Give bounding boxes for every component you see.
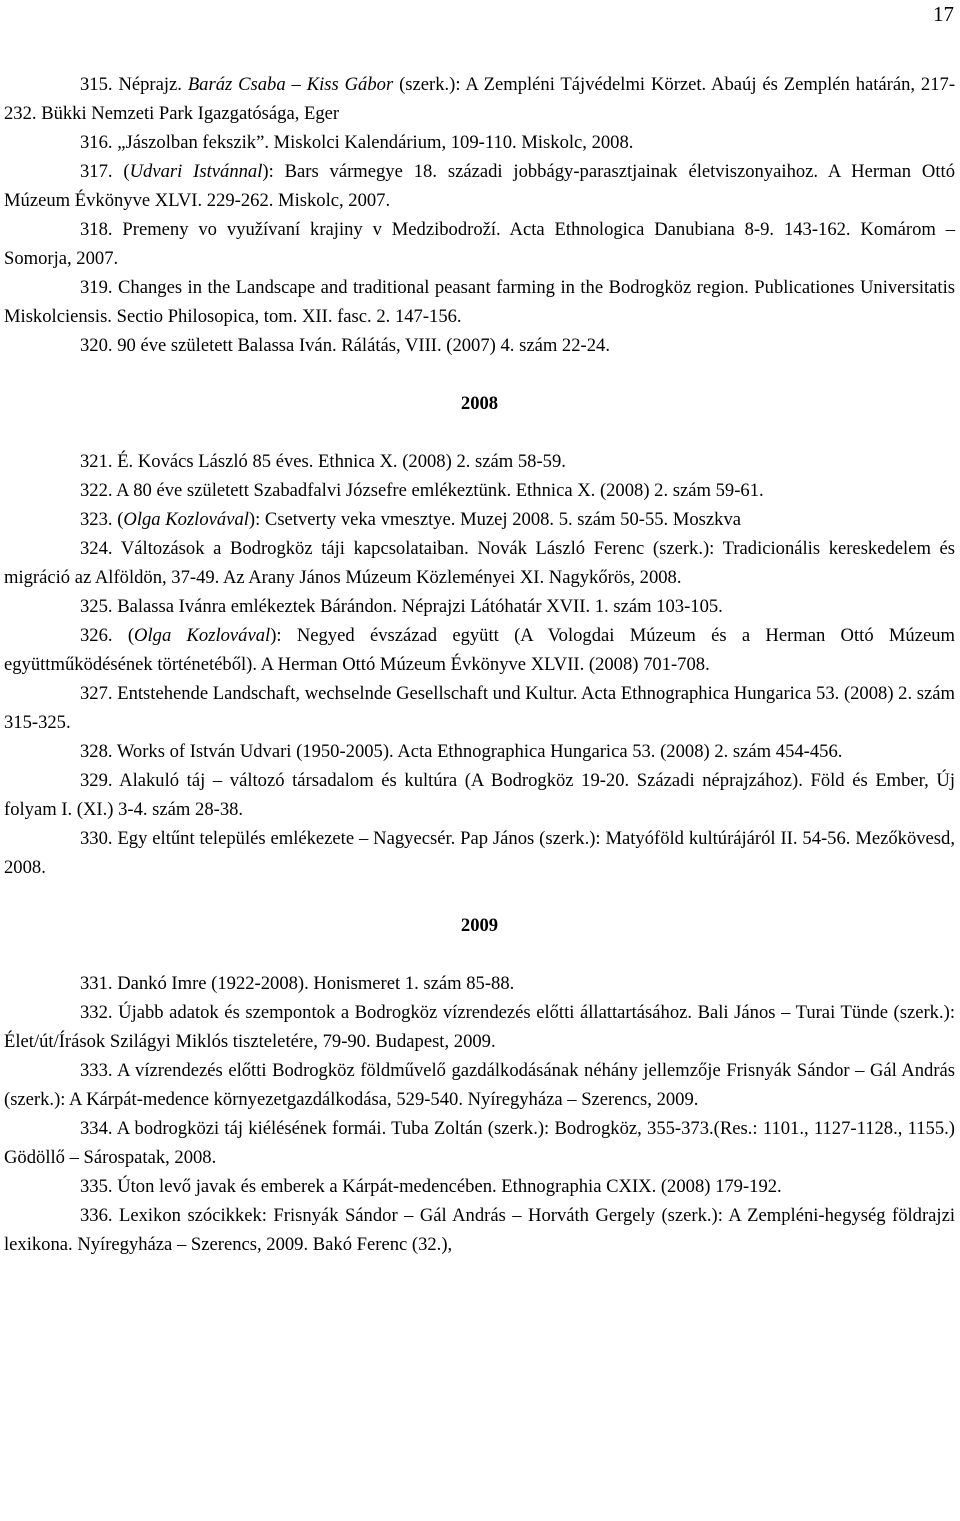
entry-number: 331. <box>80 973 113 994</box>
entry-321: 321. É. Kovács László 85 éves. Ethnica X. (2008) 2. szám 58-59. <box>80 451 566 472</box>
entry-number: 322. <box>80 480 113 501</box>
entry-323: 323. (Olga Kozlovával): Csetverty veka vmesztye. Muzej 2008. 5. szám 50-55. Moszkva <box>80 509 742 530</box>
entry-326: 326. (Olga Kozlovával): Negyed évszázad együtt (A Vologdai Múzeum és a Herman Ottó Múzeum együttműködésének történetéből). A Herman Ottó Múzeum Évkönyve XLVII. (2008) 701-708. <box>4 625 955 675</box>
entry-number: 317. <box>80 161 113 182</box>
entry-number: 324. <box>80 538 113 559</box>
entry-317: 317. (Udvari Istvánnal): Bars vármegye 18. századi jobbágy-parasztjainak életviszonyaihoz. A Herman Ottó Múzeum Évkönyve XLVI. 229-262. Miskolc, 2007. <box>4 161 955 211</box>
entry-329: 329. Alakuló táj – változó társadalom és kultúra (A Bodrogköz 19-20. Századi néprajzához). Föld és Ember, Új folyam I. (XI.) 3-4. szám 28-38. <box>4 770 955 820</box>
entry-315: 315. Néprajz. Baráz Csaba – Kiss Gábor (szerk.): A Zempléni Tájvédelmi Körzet. Abaúj és Zemplén határán, 217-232. Bükki Nemzeti Park Igazgatósága, Eger <box>4 74 956 124</box>
bibliography <box>4 70 955 1259</box>
entry-332: 332. Újabb adatok és szempontok a Bodrogköz vízrendezés előtti állattartásához. Bali János – Turai Tünde (szerk.): Élet/út/Írások Szilágyi Miklós tiszteletére, 79-90. Budapest, 2009. <box>4 1002 955 1052</box>
entry-324: 324. Változások a Bodrogköz táji kapcsolataiban. Novák László Ferenc (szerk.): Tradicionális kereskedelem és migráció az Alföldön, 37-49. Az Arany János Múzeum Közleményei XI. Nagykőrös, 2008. <box>4 538 956 588</box>
entry-316: 316. „Jászolban fekszik”. Miskolci Kalendárium, 109-110. Miskolc, 2008. <box>80 132 634 153</box>
entry-number: 315. <box>80 74 113 95</box>
entry-number: 319. <box>80 277 113 298</box>
entry-number: 333. <box>80 1060 113 1081</box>
entry-number: 316. <box>80 132 113 153</box>
entry-330: 330. Egy eltűnt település emlékezete – Nagyecsér. Pap János (szerk.): Matyóföld kultúrájáról II. 54-56. Mezőkövesd, 2008. <box>4 828 955 878</box>
entry-328: 328. Works of István Udvari (1950-2005). Acta Ethnographica Hungarica 53. (2008) 2. szám 454-456. <box>80 741 843 762</box>
year-heading-2008: 2008 <box>460 393 499 414</box>
entry-number: 318. <box>80 219 113 240</box>
year-heading-2009: 2009 <box>460 915 499 936</box>
entry-number: 332. <box>80 1002 113 1023</box>
entry-number: 327. <box>80 683 113 704</box>
entry-number: 321. <box>80 451 113 472</box>
entry-325: 325. Balassa Ivánra emlékeztek Bárándon. Néprajzi Látóhatár XVII. 1. szám 103-105. <box>80 596 723 617</box>
entry-number: 320. <box>80 335 113 356</box>
entry-number: 323. <box>80 509 113 530</box>
entry-number: 335. <box>80 1176 113 1197</box>
entry-336: 336. Lexikon szócikkek: Frisnyák Sándor – Gál András – Horváth Gergely (szerk.): A Zempléni-hegység földrajzi lexikona. Nyíregyháza – Szerencs, 2009. Bakó Ferenc (32.), <box>4 1205 955 1255</box>
entry-335: 335. Úton levő javak és emberek a Kárpát-medencében. Ethnographia CXIX. (2008) 179-192. <box>80 1176 782 1197</box>
entry-number: 329. <box>80 770 113 791</box>
entry-318: 318. Premeny vo využívaní krajiny v Medzibodroží. Acta Ethnologica Danubiana 8-9. 143-162. Komárom – Somorja, 2007. <box>4 219 955 269</box>
entry-331: 331. Dankó Imre (1922-2008). Honismeret 1. szám 85-88. <box>80 973 515 994</box>
entry-327: 327. Entstehende Landschaft, wechselnde Gesellschaft und Kultur. Acta Ethnographica Hungarica 53. (2008) 2. szám 315-325. <box>4 683 956 733</box>
entry-319: 319. Changes in the Landscape and traditional peasant farming in the Bodrogköz region. Publicationes Universitatis Miskolciensis. Sectio Philosopica, tom. XII. fasc. 2. 147-156. <box>4 277 955 327</box>
entry-number: 326. <box>80 625 113 646</box>
entry-333: 333. A vízrendezés előtti Bodrogköz földművelő gazdálkodásának néhány jellemzője Frisnyák Sándor – Gál András (szerk.): A Kárpát-medence környezetgazdálkodása, 529-540. Nyíregyháza – Szerencs, 2009. <box>4 1060 956 1110</box>
entry-322: 322. A 80 éve született Szabadfalvi Józsefre emlékeztünk. Ethnica X. (2008) 2. szám 59-61. <box>80 480 764 501</box>
entry-number: 325. <box>80 596 113 617</box>
entry-number: 336. <box>80 1205 113 1226</box>
entry-number: 328. <box>80 741 113 762</box>
page-number: 17 <box>933 2 954 26</box>
entry-number: 330. <box>80 828 113 849</box>
entry-334: 334. A bodrogközi táj kiélésének formái. Tuba Zoltán (szerk.): Bodrogköz, 355-373.(Res.: 1101., 1127-1128., 1155.) Gödöllő – Sárospatak, 2008. <box>4 1118 955 1168</box>
entry-number: 334. <box>80 1118 113 1139</box>
entry-320: 320. 90 éve született Balassa Iván. Rálátás, VIII. (2007) 4. szám 22-24. <box>80 335 610 356</box>
